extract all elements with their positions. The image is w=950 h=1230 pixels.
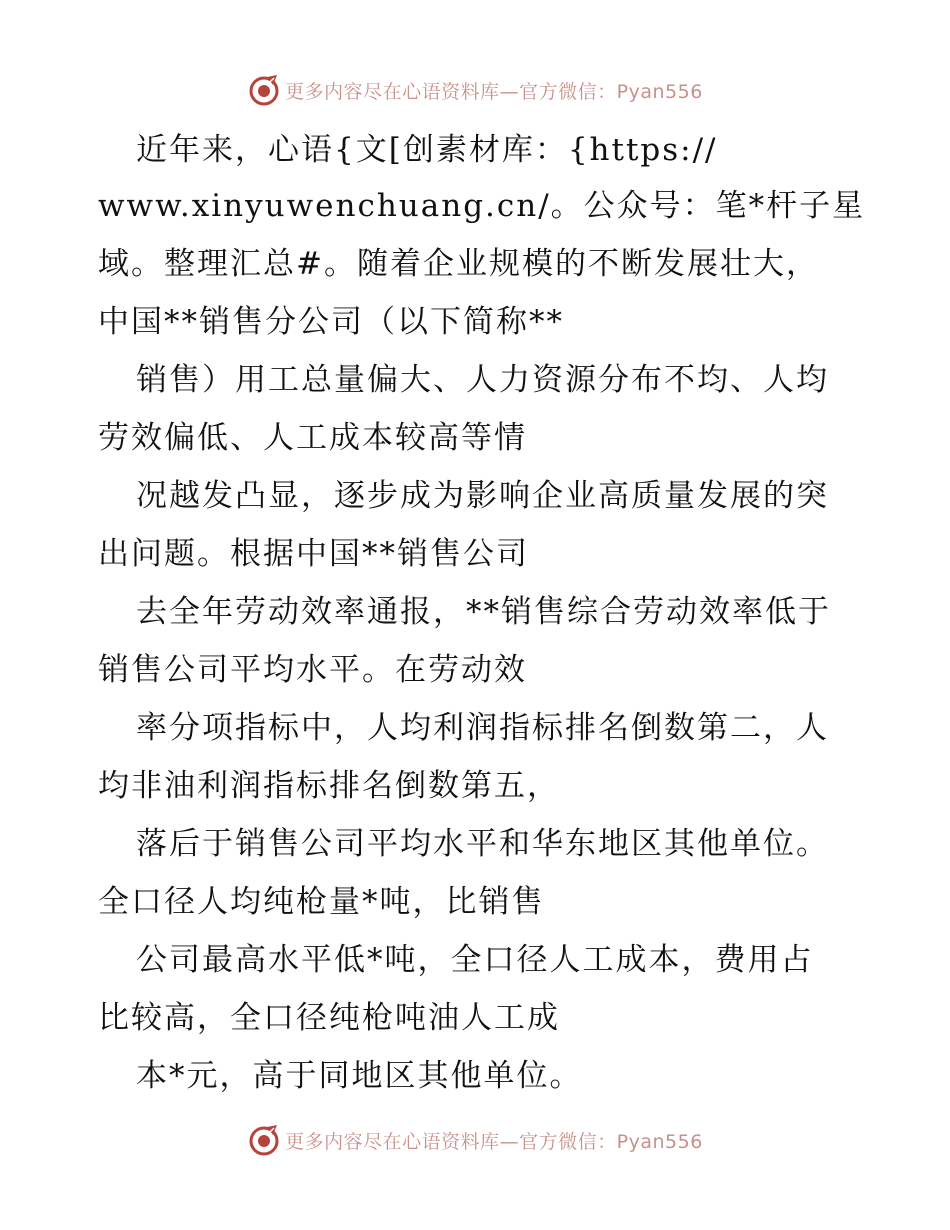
footer-banner-text: 更多内容尽在心语资料库—官方微信：Pyan556 bbox=[285, 1130, 703, 1153]
body-line: 去全年劳动效率通报，**销售综合劳动效率低于 bbox=[136, 594, 831, 630]
body-line: www.xinyuwenchuang.cn/。公众号：笔*杆子星 bbox=[98, 188, 866, 224]
body-line: 全口径人均纯枪量*吨，比销售 bbox=[98, 884, 545, 920]
body-line: 出问题。根据中国**销售公司 bbox=[98, 536, 529, 572]
body-line: 域。整理汇总#。随着企业规模的不断发展壮大， bbox=[98, 246, 819, 282]
body-line: 近年来，心语{文[创素材库：{https:// bbox=[136, 132, 718, 168]
body-line: 况越发凸显，逐步成为影响企业高质量发展的突 bbox=[136, 478, 829, 514]
body-line: 劳效偏低、人工成本较高等情 bbox=[98, 420, 527, 456]
body-line: 本*元，高于同地区其他单位。 bbox=[136, 1058, 583, 1094]
body-line: 中国**销售分公司（以下简称** bbox=[98, 304, 564, 340]
pen-logo-icon bbox=[247, 73, 281, 107]
pen-logo-icon bbox=[247, 1123, 281, 1157]
body-line: 比较高，全口径纯枪吨油人工成 bbox=[98, 1000, 560, 1036]
footer-watermark-banner bbox=[0, 1120, 950, 1160]
body-line: 销售）用工总量偏大、人力资源分布不均、人均 bbox=[136, 362, 829, 398]
body-line: 落后于销售公司平均水平和华东地区其他单位。 bbox=[136, 826, 829, 862]
body-line: 均非油利润指标排名倒数第五， bbox=[98, 768, 560, 804]
body-line: 公司最高水平低*吨，全口径人工成本，费用占 bbox=[136, 942, 814, 978]
body-line: 率分项指标中，人均利润指标排名倒数第二，人 bbox=[136, 710, 829, 746]
header-banner-text: 更多内容尽在心语资料库—官方微信：Pyan556 bbox=[285, 80, 703, 103]
header-watermark-banner bbox=[0, 70, 950, 110]
body-line: 销售公司平均水平。在劳动效 bbox=[98, 652, 527, 688]
